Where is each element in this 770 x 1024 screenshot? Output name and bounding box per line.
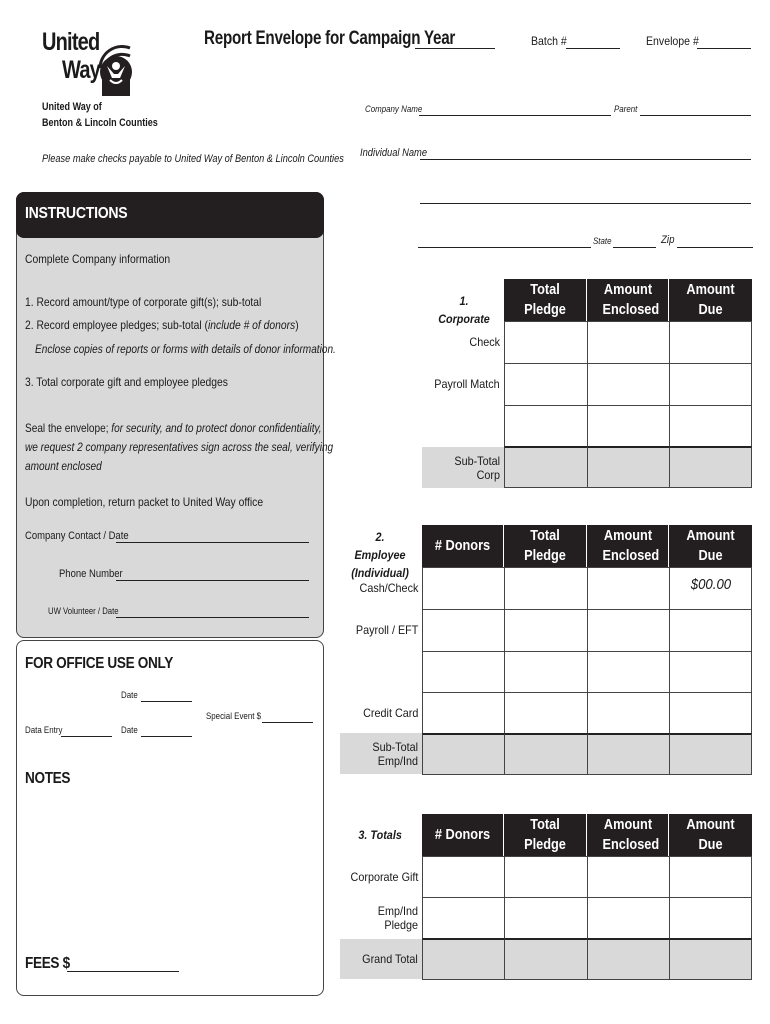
office-date1-field[interactable] bbox=[141, 701, 192, 702]
corp-payroll-amount-enclosed[interactable] bbox=[587, 363, 670, 406]
emp-credit-card-donors[interactable] bbox=[422, 692, 505, 734]
parent-field[interactable] bbox=[640, 115, 751, 116]
emp-cash-check-total-pledge[interactable] bbox=[504, 567, 588, 610]
corp-blank-amount-enclosed[interactable] bbox=[587, 405, 670, 448]
emp-blank-total-pledge[interactable] bbox=[504, 651, 588, 693]
emp-credit-card-total-pledge[interactable] bbox=[504, 692, 588, 734]
tot-header-amount-due: Amount Due bbox=[669, 814, 752, 856]
corporate-caption-text: 1. Corporate bbox=[438, 294, 490, 326]
company-name-label: Company Name bbox=[365, 104, 423, 114]
tot-grand-total-donors[interactable] bbox=[422, 938, 505, 980]
page-title: Report Envelope for Campaign Year bbox=[204, 28, 456, 49]
tot-corporate-gift-amount-enclosed[interactable] bbox=[587, 856, 670, 898]
emp-row-label-credit-card: Credit Card bbox=[362, 706, 418, 720]
uw-volunteer-label: UW Volunteer / Date bbox=[48, 606, 119, 616]
office-date1-label: Date bbox=[121, 690, 138, 700]
instr-complete: Complete Company information bbox=[25, 252, 171, 266]
data-entry-label: Data Entry bbox=[25, 725, 63, 735]
office-date2-field[interactable] bbox=[141, 736, 192, 737]
emp-subtotal-donors[interactable] bbox=[422, 733, 505, 775]
zip-label: Zip bbox=[661, 234, 675, 246]
envelope-field[interactable] bbox=[697, 48, 751, 49]
tot-emp-ind-pledge-amount-enclosed[interactable] bbox=[587, 897, 670, 939]
emp-amount-due-value: $00.00 bbox=[690, 576, 731, 593]
emp-row-label-cash-check: Cash/Check bbox=[359, 581, 418, 595]
notes-heading: NOTES bbox=[25, 770, 71, 787]
special-event-label: Special Event $ bbox=[206, 711, 262, 721]
city-field[interactable] bbox=[418, 247, 591, 248]
special-event-field[interactable] bbox=[262, 722, 313, 723]
instr-seal-plain: Seal the envelope; bbox=[25, 421, 112, 435]
emp-cash-check-amount-due[interactable] bbox=[669, 567, 752, 610]
address-field[interactable] bbox=[420, 203, 751, 204]
emp-credit-card-amount-due[interactable] bbox=[669, 692, 752, 734]
emp-blank-amount-enclosed[interactable] bbox=[587, 651, 670, 693]
instr-seal bbox=[25, 419, 333, 476]
instr-step2-text: 2. Record employee pledges; sub-total ( bbox=[25, 318, 209, 332]
envelope-label: Envelope # bbox=[646, 34, 699, 48]
corp-check-amount-due[interactable] bbox=[669, 321, 752, 364]
org-name-line1: United Way of bbox=[42, 101, 102, 113]
tot-emp-ind-pledge-donors[interactable] bbox=[422, 897, 505, 939]
instr-seal-italic2: we request 2 company representatives sign across the seal, verifying bbox=[25, 440, 334, 454]
tot-row-label-emp-ind-pledge: Emp/Ind Pledge bbox=[377, 904, 418, 932]
tot-row-label-corporate-gift: Corporate Gift bbox=[350, 870, 418, 884]
office-date2-label: Date bbox=[121, 725, 138, 735]
tot-header-total-pledge: Total Pledge bbox=[504, 814, 587, 856]
employee-caption-line1: 2. Employee bbox=[354, 530, 406, 562]
corp-header-amount-due: Amount Due bbox=[669, 279, 752, 321]
emp-payroll-eft-total-pledge[interactable] bbox=[504, 609, 588, 652]
tot-emp-ind-pledge-amount-due[interactable] bbox=[669, 897, 752, 939]
corp-header-amount-enclosed: Amount Enclosed bbox=[587, 279, 669, 321]
united-way-logo bbox=[40, 28, 132, 98]
logo-text-united: United bbox=[42, 28, 100, 56]
tot-corporate-gift-total-pledge[interactable] bbox=[504, 856, 588, 898]
emp-row-label-payroll-eft: Payroll / EFT bbox=[355, 623, 418, 637]
instr-return: Upon completion, return packet to United Way office bbox=[25, 495, 264, 509]
tot-grand-total-amount-due[interactable] bbox=[669, 938, 752, 980]
emp-blank-donors[interactable] bbox=[422, 651, 505, 693]
totals-caption bbox=[352, 826, 408, 844]
company-contact-field[interactable] bbox=[116, 542, 309, 543]
totals-caption-text: 3. Totals bbox=[358, 828, 402, 842]
instr-seal-italic1: for security, and to protect donor confidentiality, bbox=[111, 421, 322, 435]
checks-payable-note: Please make checks payable to United Way of Benton & Lincoln Counties bbox=[42, 153, 344, 165]
batch-field[interactable] bbox=[566, 48, 620, 49]
phone-number-field[interactable] bbox=[116, 580, 309, 581]
instructions-heading: INSTRUCTIONS bbox=[25, 205, 128, 222]
corp-row-label-subtotal: Sub-Total Corp bbox=[422, 447, 504, 488]
zip-field[interactable] bbox=[677, 247, 753, 248]
emp-header-donors: # Donors bbox=[422, 525, 504, 567]
instructions-header bbox=[16, 192, 324, 238]
corp-row-label-check: Check bbox=[469, 335, 500, 349]
emp-cash-check-amount-enclosed[interactable] bbox=[587, 567, 670, 610]
corp-subtotal-total-pledge[interactable] bbox=[504, 446, 588, 488]
state-field[interactable] bbox=[613, 247, 656, 248]
emp-credit-card-amount-enclosed[interactable] bbox=[587, 692, 670, 734]
corp-subtotal-amount-due[interactable] bbox=[669, 446, 752, 488]
data-entry-field[interactable] bbox=[61, 736, 112, 737]
tot-header-donors: # Donors bbox=[422, 814, 504, 856]
emp-header-amount-enclosed: Amount Enclosed bbox=[587, 525, 669, 567]
tot-grand-total-amount-enclosed[interactable] bbox=[587, 938, 670, 980]
employee-caption-line2: (Individual) bbox=[351, 566, 409, 580]
corp-payroll-total-pledge[interactable] bbox=[504, 363, 588, 406]
instr-step2-italic: include # of donors bbox=[208, 318, 296, 332]
tot-emp-ind-pledge-total-pledge[interactable] bbox=[504, 897, 588, 939]
fees-label: FEES $ bbox=[25, 955, 70, 972]
emp-row-label-blank bbox=[340, 651, 422, 693]
office-use-heading: FOR OFFICE USE ONLY bbox=[25, 655, 173, 672]
corp-row-label-blank bbox=[420, 405, 504, 447]
emp-payroll-eft-amount-enclosed[interactable] bbox=[587, 609, 670, 652]
emp-payroll-eft-amount-due[interactable] bbox=[669, 609, 752, 652]
corp-subtotal-amount-enclosed[interactable] bbox=[587, 446, 670, 488]
corp-blank-amount-due[interactable] bbox=[669, 405, 752, 448]
tot-row-label-grand-total: Grand Total bbox=[340, 939, 422, 979]
org-name bbox=[42, 100, 158, 132]
instr-step2 bbox=[25, 318, 299, 332]
batch-label: Batch # bbox=[531, 34, 567, 48]
emp-subtotal-total-pledge[interactable] bbox=[504, 733, 588, 775]
state-label: State bbox=[593, 236, 612, 246]
emp-subtotal-amount-enclosed[interactable] bbox=[587, 733, 670, 775]
tot-corporate-gift-amount-due[interactable] bbox=[669, 856, 752, 898]
phone-number-label: Phone Number bbox=[59, 568, 123, 580]
corp-payroll-amount-due[interactable] bbox=[669, 363, 752, 406]
tot-grand-total-total-pledge[interactable] bbox=[504, 938, 588, 980]
campaign-year-field[interactable] bbox=[415, 48, 495, 49]
instr-seal-italic3: amount enclosed bbox=[25, 459, 102, 473]
parent-label: Parent bbox=[614, 104, 638, 114]
instr-step2-close: ) bbox=[295, 318, 299, 332]
instr-step1: 1. Record amount/type of corporate gift(s); sub-total bbox=[25, 295, 262, 309]
office-use-panel bbox=[16, 640, 324, 996]
emp-cash-check-donors[interactable] bbox=[422, 567, 505, 610]
corp-header-total-pledge: Total Pledge bbox=[504, 279, 587, 321]
logo-text-way: Way bbox=[62, 56, 100, 84]
emp-header-amount-due: Amount Due bbox=[669, 525, 752, 567]
emp-row-label-subtotal: Sub-Total Emp/Ind bbox=[340, 733, 422, 774]
fees-field[interactable] bbox=[67, 971, 179, 972]
emp-blank-amount-due[interactable] bbox=[669, 651, 752, 693]
uw-volunteer-field[interactable] bbox=[116, 617, 309, 618]
instr-step3: 3. Total corporate gift and employee pledges bbox=[25, 375, 228, 389]
emp-subtotal-amount-due[interactable] bbox=[669, 733, 752, 775]
corp-blank-total-pledge[interactable] bbox=[504, 405, 588, 448]
org-name-line2: Benton & Lincoln Counties bbox=[42, 116, 158, 129]
corp-row-label-payroll-match: Payroll Match bbox=[434, 377, 500, 391]
instr-enclose-note: Enclose copies of reports or forms with details of donor information. bbox=[35, 342, 336, 356]
corp-check-total-pledge[interactable] bbox=[504, 321, 588, 364]
emp-header-total-pledge: Total Pledge bbox=[504, 525, 587, 567]
company-contact-label: Company Contact / Date bbox=[25, 530, 129, 542]
corp-check-amount-enclosed[interactable] bbox=[587, 321, 670, 364]
tot-corporate-gift-donors[interactable] bbox=[422, 856, 505, 898]
tot-header-amount-enclosed: Amount Enclosed bbox=[587, 814, 669, 856]
individual-name-label: Individual Name bbox=[360, 147, 428, 159]
individual-name-field[interactable] bbox=[420, 159, 751, 160]
emp-payroll-eft-donors[interactable] bbox=[422, 609, 505, 652]
company-name-field[interactable] bbox=[419, 115, 611, 116]
